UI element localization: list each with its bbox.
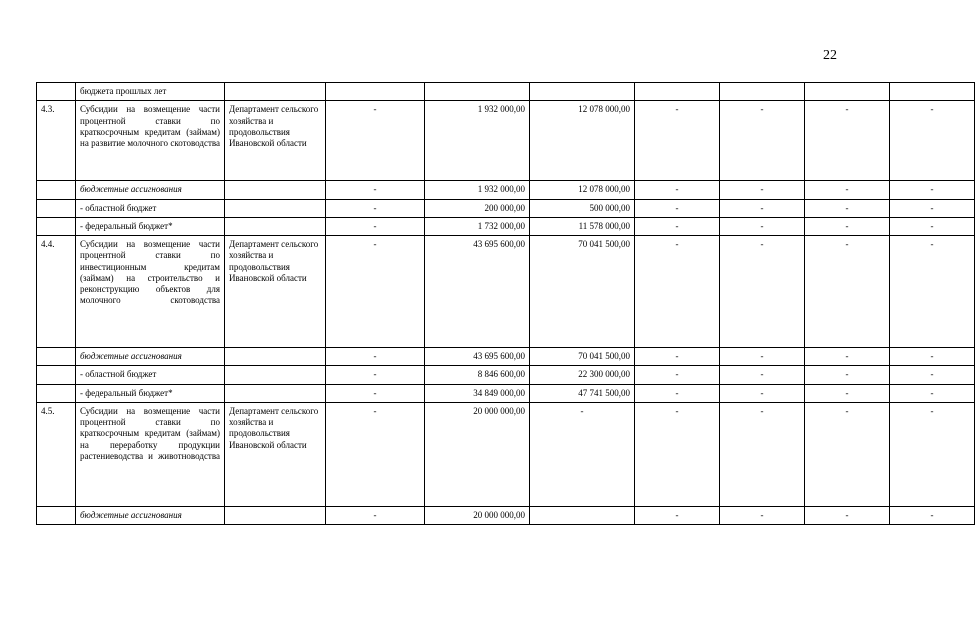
row-value1-cell <box>425 83 530 101</box>
table-row <box>37 366 975 384</box>
row-extra1-cell: - <box>635 366 720 384</box>
row-extra1-cell: - <box>635 384 720 402</box>
row-extra2-cell: - <box>720 506 805 524</box>
row-extra2-cell: - <box>720 402 805 506</box>
row-extra2-cell: - <box>720 366 805 384</box>
row-extra3-cell: - <box>805 217 890 235</box>
row-extra2-cell: - <box>720 236 805 348</box>
row-name-cell: Субсидии на возмещение части процентной ставки по краткосрочным кредитам (займам) на развитие молочного скотоводства <box>76 101 225 181</box>
row-extra4-cell <box>890 83 975 101</box>
row-name-cell: - федеральный бюджет* <box>76 384 225 402</box>
row-extra2-cell: - <box>720 384 805 402</box>
table-row <box>37 217 975 235</box>
row-department-cell <box>225 348 326 366</box>
row-value2-cell: 11 578 000,00 <box>530 217 635 235</box>
row-extra4-cell: - <box>890 384 975 402</box>
row-number-cell <box>37 384 76 402</box>
row-dash-cell: - <box>326 101 425 181</box>
row-value2-cell: 12 078 000,00 <box>530 101 635 181</box>
row-name-cell: бюджетные ассигнования <box>76 181 225 199</box>
row-name-cell: бюджетные ассигнования <box>76 506 225 524</box>
row-value2-cell: 70 041 500,00 <box>530 236 635 348</box>
row-number-cell: 4.5. <box>37 402 76 506</box>
row-value1-cell: 34 849 000,00 <box>425 384 530 402</box>
row-value2-cell: 22 300 000,00 <box>530 366 635 384</box>
row-name-cell: Субсидии на возмещение части процентной ставки по краткосрочным кредитам (займам) на переработку продукции растениеводства и животноводства <box>76 402 225 506</box>
row-extra1-cell <box>635 83 720 101</box>
row-extra2-cell: - <box>720 199 805 217</box>
row-extra4-cell: - <box>890 101 975 181</box>
row-department-cell <box>225 384 326 402</box>
row-number-cell <box>37 506 76 524</box>
row-extra2-cell: - <box>720 101 805 181</box>
row-extra3-cell: - <box>805 199 890 217</box>
row-value1-cell: 200 000,00 <box>425 199 530 217</box>
table-row <box>37 402 975 506</box>
row-department-cell <box>225 366 326 384</box>
table-row <box>37 199 975 217</box>
row-dash-cell: - <box>326 236 425 348</box>
row-number-cell <box>37 199 76 217</box>
row-value1-cell: 8 846 600,00 <box>425 366 530 384</box>
row-department-cell <box>225 181 326 199</box>
row-extra3-cell: - <box>805 506 890 524</box>
row-dash-cell: - <box>326 181 425 199</box>
row-extra1-cell: - <box>635 101 720 181</box>
row-value2-cell: 47 741 500,00 <box>530 384 635 402</box>
row-number-cell: 4.4. <box>37 236 76 348</box>
row-number-cell <box>37 348 76 366</box>
row-value1-cell: 1 732 000,00 <box>425 217 530 235</box>
row-extra4-cell: - <box>890 366 975 384</box>
row-value1-cell: 43 695 600,00 <box>425 348 530 366</box>
row-extra4-cell: - <box>890 217 975 235</box>
row-value2-cell <box>530 506 635 524</box>
table-row <box>37 384 975 402</box>
row-extra2-cell: - <box>720 348 805 366</box>
row-extra4-cell: - <box>890 199 975 217</box>
row-name-cell: бюджетные ассигнования <box>76 348 225 366</box>
row-extra4-cell: - <box>890 402 975 506</box>
row-extra1-cell: - <box>635 506 720 524</box>
row-extra4-cell: - <box>890 348 975 366</box>
budget-table <box>36 82 975 525</box>
row-dash-cell: - <box>326 348 425 366</box>
row-extra1-cell: - <box>635 181 720 199</box>
row-dash-cell: - <box>326 366 425 384</box>
row-extra2-cell: - <box>720 181 805 199</box>
row-department-cell: Департамент сельского хозяйства и продовольствия Ивановской области <box>225 402 326 506</box>
row-value2-cell <box>530 83 635 101</box>
row-value1-cell: 43 695 600,00 <box>425 236 530 348</box>
row-department-cell <box>225 83 326 101</box>
table-row <box>37 83 975 101</box>
row-extra3-cell: - <box>805 384 890 402</box>
row-name-cell: - областной бюджет <box>76 366 225 384</box>
row-extra4-cell: - <box>890 236 975 348</box>
row-value1-cell: 1 932 000,00 <box>425 101 530 181</box>
row-extra1-cell: - <box>635 199 720 217</box>
row-dash-cell: - <box>326 506 425 524</box>
row-extra3-cell: - <box>805 236 890 348</box>
row-extra3-cell <box>805 83 890 101</box>
row-value1-cell: 1 932 000,00 <box>425 181 530 199</box>
row-department-cell <box>225 217 326 235</box>
row-dash-cell: - <box>326 217 425 235</box>
row-number-cell <box>37 181 76 199</box>
table-body <box>37 83 975 525</box>
row-extra3-cell: - <box>805 181 890 199</box>
row-extra2-cell: - <box>720 217 805 235</box>
row-extra3-cell: - <box>805 348 890 366</box>
row-extra3-cell: - <box>805 101 890 181</box>
row-value2-cell: 12 078 000,00 <box>530 181 635 199</box>
row-department-cell <box>225 199 326 217</box>
page-number: 22 <box>823 48 837 63</box>
row-dash-cell <box>326 83 425 101</box>
row-dash-cell: - <box>326 384 425 402</box>
row-department-cell: Департамент сельского хозяйства и продовольствия Ивановской области <box>225 101 326 181</box>
row-name-cell: Субсидии на возмещение части процентной ставки по инвестиционным кредитам (займам) на строительство и реконструкцию объектов для молочного скотоводства <box>76 236 225 348</box>
row-extra1-cell: - <box>635 217 720 235</box>
table-row <box>37 101 975 181</box>
row-number-cell <box>37 366 76 384</box>
row-department-cell: Департамент сельского хозяйства и продовольствия Ивановской области <box>225 236 326 348</box>
table-row <box>37 181 975 199</box>
row-name-cell: - федеральный бюджет* <box>76 217 225 235</box>
row-value2-cell: 70 041 500,00 <box>530 348 635 366</box>
row-extra3-cell: - <box>805 366 890 384</box>
table-row <box>37 348 975 366</box>
row-number-cell <box>37 83 76 101</box>
row-dash-cell: - <box>326 199 425 217</box>
row-name-cell: бюджета прошлых лет <box>76 83 225 101</box>
row-extra4-cell: - <box>890 181 975 199</box>
row-extra4-cell: - <box>890 506 975 524</box>
row-value1-cell: 20 000 000,00 <box>425 506 530 524</box>
row-extra1-cell: - <box>635 402 720 506</box>
row-number-cell: 4.3. <box>37 101 76 181</box>
row-value1-cell: 20 000 000,00 <box>425 402 530 506</box>
row-extra2-cell <box>720 83 805 101</box>
row-extra3-cell: - <box>805 402 890 506</box>
table-row <box>37 236 975 348</box>
row-department-cell <box>225 506 326 524</box>
row-extra1-cell: - <box>635 236 720 348</box>
row-value2-cell: - <box>530 402 635 506</box>
row-value2-cell: 500 000,00 <box>530 199 635 217</box>
row-name-cell: - областной бюджет <box>76 199 225 217</box>
table-row <box>37 506 975 524</box>
row-extra1-cell: - <box>635 348 720 366</box>
row-dash-cell: - <box>326 402 425 506</box>
row-number-cell <box>37 217 76 235</box>
